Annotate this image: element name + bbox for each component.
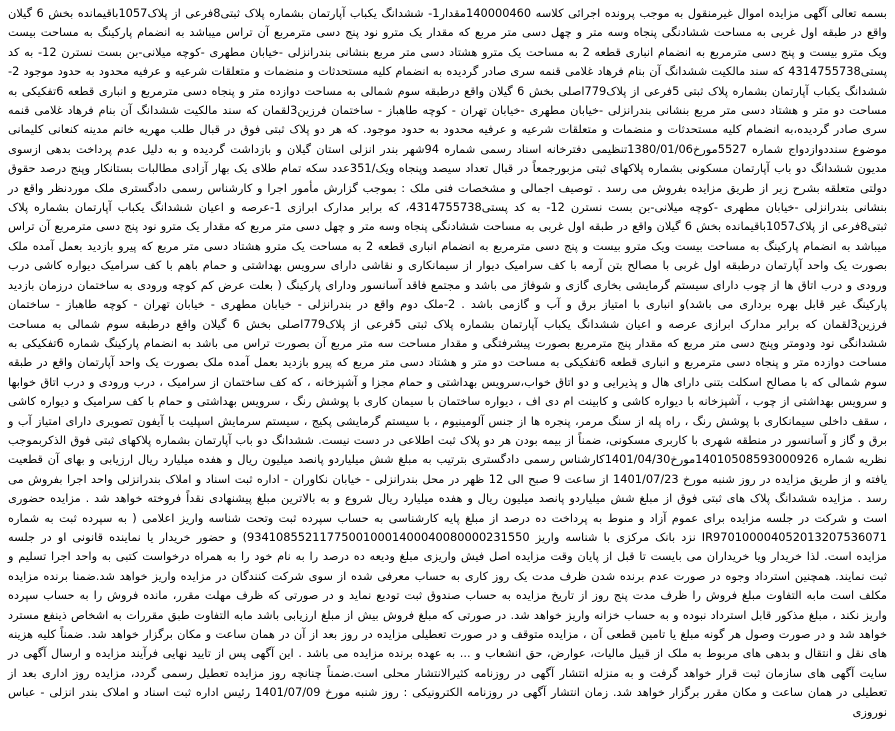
notice-body: بسمه تعالی آگهی مزایده اموال غیرمنقول به موجب پرونده اجرائی کلاسه 140000460مقدار1- ششدانگ یکباب آپارتمان بشماره پلاک ثبتی8فرعی از پلاک1057باقیمانده بخش 6 گیلان واقع در طبقه اول غربی به مساحت ششادنگی پنجاه وسه متر و چهل دسی متر مربع که مقدار یک مترو نود پنج دسی مترمربع آن تراس میباشد به انضمام پارکینگ به مساحت بیست ویک مترو بیست و پنج دسی مترمربع به انضمام انباری قطعه 2 به مساحت یک مترو هشتاد دسی متر مربع بنشانی بندرانزلی -خیابان مطهری -کوچه میلانی-بن بست نسترن 12- به کد پستی4314755738 که سند مالکیت ششدانگ آن بنام فرهاد غلامی قنمه سری صادر گردیده به انضمام کلیه مستحدثات و منضمات و متعلقات شرعیه و عرفیه محدود به حدود موجود 2- ششدانگ یکباب آپارتمان بشماره پلاک ثبتی 5فرعی از پلاک779اصلی بخش 6 گیلان واقع درطبقه سوم شمالی به مساحت دوازده متر و پنجاه دسی مترمربع و انباری قطعه 6تفکیکی به مساحت دو متر و هشتاد دسی متر مربع بنشانی بندرانزلی -خیابان مطهری -خیابان تهران - کوچه طاهباز - ساختمان فرزین3لقمان که سند مالکیت ششدانگ آن بنام فرهاد غلامی قنمه سری صادر گردیده،به انضمام کلیه مستحدثات و منضمات و متعلقات شرعیه و عرفیه محدود به حدود موجود. که هر دو پلاک ثبتی فوق در قبال طلب مهریه خانم مدینه کنعانی کلیمانی موضوع سنددوازدواج شماره 5527مورخ1380/01/06تنظیمی دفترخانه اسناد رسمی شماره 94شهر بندر انزلی استان گیلان و بازداشت گردیده و به دلیل عدم پرداخت بدهی ازسوی مدیون ششدانگ دو باب آپارتمان مسکونی بشماره پلاکهای ثبتی مزبورجمعاً در قبال تعداد سیصد وپنجاه ویک/351عدد سکه تمام طلای یک بهار آزادی مطالبات بستانکار وپنج درصد حقوق دولتی متعلقه بشرح زیر از طریق مزایده بفروش می رسد . توصیف اجمالی و مشخصات فنی ملک : بموجب گزارش مأمور اجرا و کارشناس رسمی دادگستری ملک موردنظر واقع در بنشانی بندرانزلی -خیابان مطهری -کوچه میلانی-بن بست نسترن 12- به کد پستی4314755738، که برابر مدارک ابرازی 1-عرصه و اعیان ششدانگ یکباب آپارتمان بشماره پلاک ثبتی8فرعی از پلاک1057باقیمانده بخش 6 گیلان واقع در طبقه اول غربی به مساحت ششادنگی پنجاه وسه متر و چهل دسی متر مربع که مقدار یک مترو نود پنج دسی مترمربع آن تراس میباشد به انضمام پارکینگ به مساحت بیست ویک مترو بیست و پنج دسی مترمربع به انضمام انباری قطعه 2 به مساحت یک مترو هشتاد دسی متر مربع که پیرو بازدید بعمل آمده ملک بصورت یک واحد آپارتمان درطبقه اول غربی با مصالح بتن آرمه با کف سرامیک دیوار از سیمانکاری و نقاشی دارای سرویس بهداشتی و حمام باهم با کف سرامیک دیواره کاشی درب ورودی و درب اتاق ها از چوب دارای سیستم گرمایشی بخاری گازی و شوفاژ می باشد و مجتمع فاقد آسانسور ودارای پارکینگ ( بعلت عرض کم کوچه ورودی به ساختمان درزمان بازدید پارکینگ غیر قابل بهره برداری می باشد)و انباری با امتیاز برق و آب و گازمی باشد . 2-ملک دوم واقع در بندرانزلی - خیابان مطهری - خیابان تهران - کوچه طاهباز - ساختمان فرزین3لقمان که برابر مدارک ابرازی عرصه و اعیان ششدانگ یکباب آپارتمان بشماره پلاک ثبتی 5فرعی از پلاک779اصلی بخش 6 گیلان واقع درطبقه سوم شمالی به مساحت ششدانگی نود ودومتر وپنج دسی متر مربع که مقدار پنج مترمربع بصورت پیشرفتگی و مقدار مساحت سه متر مربع آن بصورت تراس می باشد به انضمام پارکینگ شماره 6تفکیکی به مساحت دوازده متر و پنجاه دسی مترمربع و انباری قطعه 6تفکیکی به مساحت دو متر و هشتاد دسی متر مربع که پیرو بازدید بعمل آمده ملک بصورت یک واحد آپارتمان واقع در طبقه سوم شمالی که با مصالح اسکلت بتنی دارای هال و پذیرایی و دو اتاق خواب،سرویس بهداشتی و حمام مجزا و آشپزخانه ، که کف ساختمان از سرامیک ، درب ورودی و درب اتاق خوابها و سرویس بهداشتی از چوب ، آشپزخانه با دیواره کاشی و کابینت ام دی اف ، دیواره ساختمان با سیمان کاری با پوشش رنگ ، سرویس بهداشتی و حمام با کف سرامیک و دیواره کاشی ، سقف داخلی سیمانکاری با پوشش رنگ ، راه پله از سنگ مرمر، پنجره ها از جنس آلومینیوم ، با سیستم گرمایشی پکیج ، سیستم سرمایش اسپلیت با آیفون تصویری دارای امتیاز آب و برق و گاز و آسانسور در منطقه شهری با کاربری مسکونی، ضمناً از بیمه بودن هر دو پلاک ثبت اطلاعی در دست نیست. ششدانگ دو باب آپارتمان بشماره پلاکهای ثبتی فوق الذکربموجب نظریه شماره 14010508593000926مورخ1401/04/30کارشناس رسمی دادگستری بترتیب به مبلغ شش میلیاردو پانصد میلیون ریال و هفده میلیارد ریال ارزیابی و بهای آن قطعیت یافته و از طریق مزایده در روز شنبه مورخ 1401/07/23 از ساعت 9 صبح الی 12 ظهر در محل بندرانزلی - خیابان نکاوران - اداره ثبت اسناد و املاک بندرانزلی واحد اجرا بفروش می رسد . مزایده ششدانگ پلاک های ثبتی فوق از مبلغ شش میلیاردو پانصد میلیون ریال و هفده میلیارد ریال شروع و به بالاترین مبلغ پیشنهادی نقداً فروخته خواهد شد . مزایده حضوری است و شرکت در جلسه مزایده برای عموم آزاد و منوط به پرداخت ده درصد از مبلغ پایه کارشناسی به حساب سپرده ثبت وتحت شناسه واریز اعلامی ( به سپرده ثبت به شماره IR970100004052013207536071 نزد بانک مرکزی با شناسه واریز 934108552117750010001400040080000231550) و حضور خریدار یا نماینده قانونی او در جلسه مزایده است. لذا خریدار ویا خریداران می بایست تا قبل از پایان وقت مزایده اصل فیش واریزی مبلغ ودیعه ده درصد را به نام خود را به همراه درخواست کتبی به واحد اجرا تسلیم و ثبت نمایند. همچنین استرداد وجوه در صورت عدم برنده شدن ظرف مدت یک روز کاری به حساب معرفی شده از سوی شرکت کنندگان در مزایده واریز خواهد شد.ضمنا برنده مزایده مکلف است مابه التفاوت مبلغ فروش را ظرف مدت پنج روز از تاریخ مزایده به حساب صندوق ثبت تودیع نماید و در صورتی که ظرف مهلت مقرر، مانده فروش را به حساب سپرده واریز نکند ، مبلغ مذکور قابل استرداد نبوده و به حساب خزانه واریز خواهد شد. در صورتی که مبلغ فروش بیش از مبلغ ارزیابی باشد مابه التفاوت طبق مقررات به اشخاص ذینفع مسترد خواهد شد و در صورت وصول هر گونه مبلغ یا تامین قطعی آن ، مزایده متوقف و در صورت تعطیلی مزایده در روز بعد از آن در همان ساعت و مکان برگزار خواهد شد. ضمناً کلیه هزینه های نقل و انتقال و بدهی های مربوط به ملک از قبیل مالیات، عوارض، حق انشعاب و ... به عهده برنده مزایده می باشد . این آگهی پس از تایید نهایی فرآیند مزایده و ارسال آگهی در سایت آگهی های سازمان ثبت قرار خواهد گرفت و به منزله انتشار آگهی در روزنامه کثیرالانتشار محلی است.ضمناً چنانچه روز مزایده تعطیل رسمی گردد، مزایده روز اداری بعد از تعطیلی در همان ساعت و مکان مقرر برگزار خواهد شد. زمان انتشار آگهی در روزنامه الکترونیکی : روز شنبه مورخ 1401/07/09 رئیس اداره ثبت اسناد و املاک بندر انزلی - عباس نوروزی xyxy=(8,6,888,719)
auction-notice-text xyxy=(8,4,887,722)
